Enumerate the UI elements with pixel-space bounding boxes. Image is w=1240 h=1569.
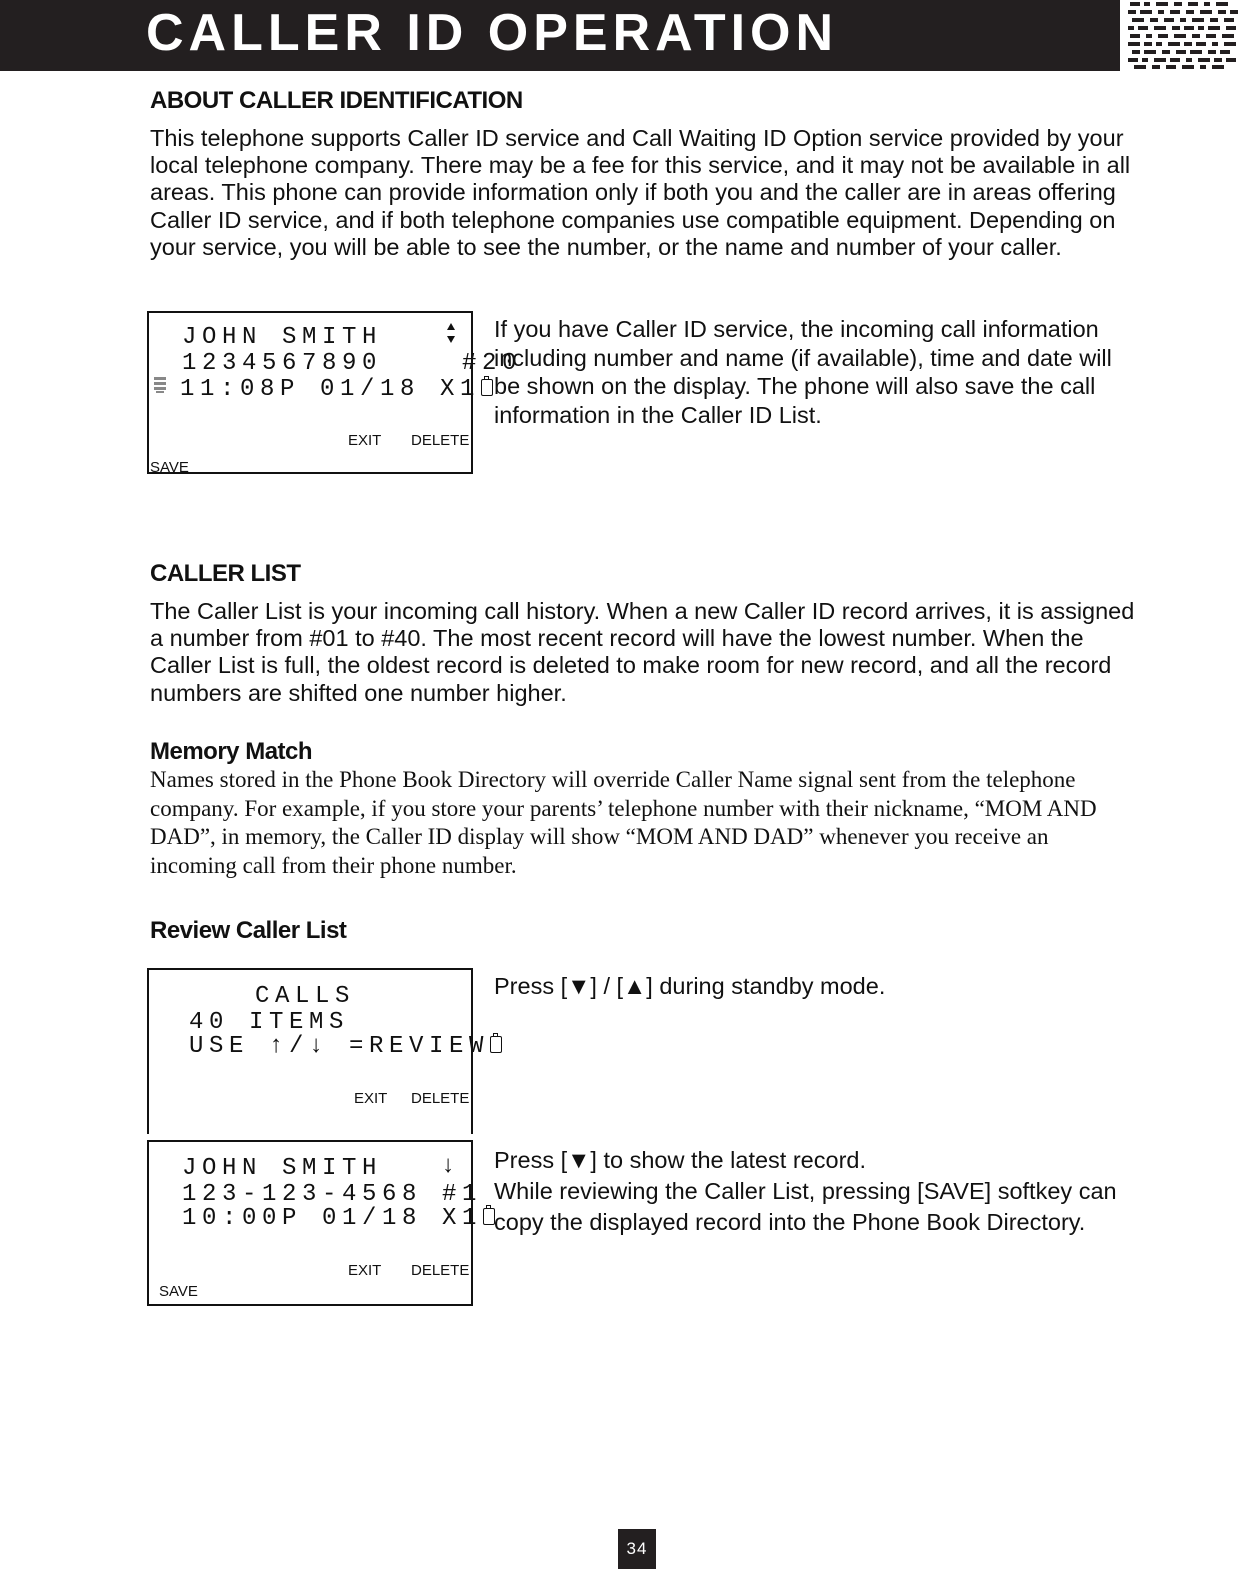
lcd-time-text: 10:00P 01/18 X1 — [182, 1205, 483, 1232]
decorative-pattern-icon — [1126, 0, 1240, 71]
save-softkey: SAVE — [159, 1283, 198, 1300]
phone-book-icon — [153, 375, 167, 395]
header-bar — [0, 0, 1120, 71]
delete-softkey: DELETE — [411, 1090, 470, 1107]
memory-match-body: Names stored in the Phone Book Directory will override Caller Name signal sent from the telephone company. For example, if you store your parents’ telephone number with their nickname, “MOM AND DAD”, in memory, the Caller ID display will show “MOM AND DAD” whenever you receive an incoming call from their phone number. — [150, 767, 1097, 878]
lcd-line-number: 1234567890 #20 — [182, 350, 523, 377]
lcd-line-name: JOHN SMITH — [182, 1155, 383, 1182]
lcd-line-time — [182, 1206, 495, 1232]
caller-list-body: The Caller List is your incoming call history. When a new Caller ID record arrives, it is assigned a number from #01 to #40. The most recent record will have the lowest number. When the Caller List is full, the oldest record is deleted to make room for new record, and all the record numbers are shifted one number higher. — [150, 598, 1135, 706]
lcd-use-text: USE ↑/↓ =REVIEW — [189, 1033, 490, 1060]
up-down-arrow-icon — [446, 322, 456, 344]
about-body: This telephone supports Caller ID service and Call Waiting ID Option service provided by your local telephone company. There may be a fee for this service, and it may not be available in all areas. This phone can provide information only if both you and the caller are in areas offering Caller ID service, and if both telephone companies use compatible equipment. Depending on your service, you will be able to see the number, or the name and number of your caller. — [150, 125, 1131, 260]
page-title: CALLER ID OPERATION — [146, 4, 839, 62]
lcd-line-calls: CALLS — [255, 983, 356, 1010]
lcd-line-time — [180, 377, 493, 403]
about-heading: ABOUT CALLER IDENTIFICATION — [150, 87, 523, 114]
caller-list-heading: CALLER LIST — [150, 560, 301, 587]
display1-caption: If you have Caller ID service, the incoming call information including number and name (if available), time and date will be shown on the display. The phone will also save the call information in the Caller ID List. — [494, 316, 1112, 428]
page-number: 34 — [618, 1529, 656, 1569]
exit-softkey: EXIT — [348, 432, 382, 449]
save-softkey: SAVE — [150, 459, 189, 476]
lcd-time-text: 11:08P 01/18 X1 — [180, 376, 481, 403]
delete-softkey: DELETE — [411, 1262, 470, 1279]
delete-softkey: DELETE — [411, 432, 470, 449]
envelope-icon — [490, 1036, 502, 1053]
display3-caption-line1: Press [▼] to show the latest record. — [494, 1147, 866, 1173]
display3-caption-body: While reviewing the Caller List, pressing [SAVE] softkey can copy the displayed record into the Phone Book Directory. — [494, 1178, 1117, 1235]
display2-caption: Press [▼] / [▲] during standby mode. — [494, 973, 886, 999]
exit-softkey: EXIT — [354, 1090, 388, 1107]
lcd-line-name: JOHN SMITH — [182, 324, 383, 351]
lcd-line-items: 40 ITEMS — [189, 1009, 350, 1036]
lcd-display-latest-record — [147, 1140, 483, 1306]
down-arrow-icon: ↓ — [441, 1153, 456, 1180]
lcd-display-calls-summary — [147, 968, 490, 1134]
lcd-line-use — [189, 1034, 502, 1060]
exit-softkey: EXIT — [348, 1262, 382, 1279]
lcd-line-number: 123-123-4568 #1 — [182, 1181, 483, 1208]
lcd-display-incoming-call — [147, 311, 523, 476]
envelope-icon — [481, 379, 493, 396]
memory-match-heading: Memory Match — [150, 738, 313, 765]
review-heading: Review Caller List — [150, 917, 347, 944]
